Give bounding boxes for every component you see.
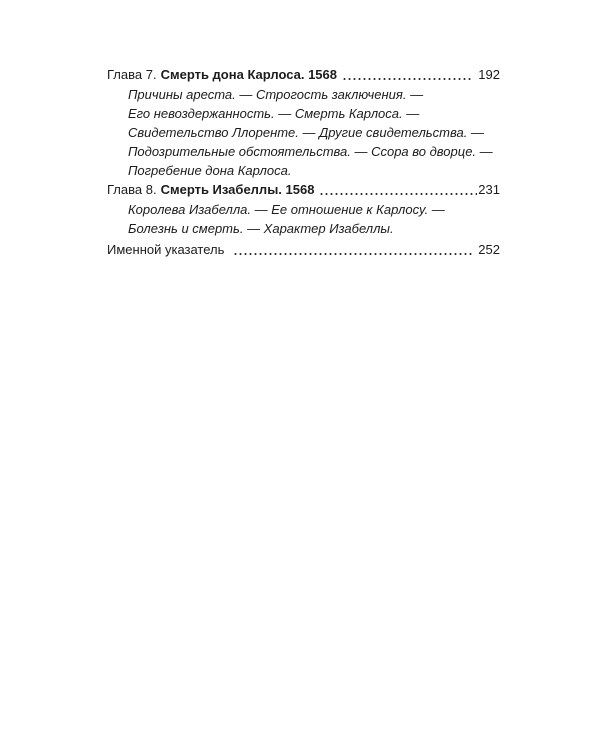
subtopic-line: Королева Изабелла. — Ее отношение к Карлосу. — — [128, 202, 445, 217]
chapter-subtopics — [107, 200, 500, 238]
subtopic-line: Его невоздержанность. — Смерть Карлоса. — — [128, 106, 420, 121]
page-number: 231 — [478, 182, 500, 197]
subtopic-line: Причины ареста. — Строгость заключения. — — [128, 87, 424, 102]
toc-entry-row — [107, 240, 500, 260]
table-of-contents — [107, 65, 500, 260]
page-number: 192 — [478, 67, 500, 82]
toc-entry-name-index — [107, 240, 500, 260]
chapter-subtopics — [107, 85, 500, 180]
chapter-title: Смерть дона Карлоса. 1568 — [160, 67, 337, 82]
chapter-label: Глава 7. — [107, 67, 157, 82]
toc-entry-row — [107, 180, 500, 200]
dot-leader — [233, 240, 472, 260]
index-label: Именной указатель — [107, 242, 225, 257]
subtopic-line: Болезнь и смерть. — Характер Изабеллы. — [128, 221, 394, 236]
toc-entry-chapter-8 — [107, 180, 500, 238]
subtopic-line: Погребение дона Карлоса. — [128, 163, 292, 178]
subtopic-line: Подозрительные обстоятельства. — Ссора во дворце. — — [128, 144, 493, 159]
subtopic-line: Свидетельство Ллоренте. — Другие свидетельства. — — [128, 125, 484, 140]
dot-leader — [319, 180, 477, 200]
chapter-title: Смерть Изабеллы. 1568 — [160, 182, 315, 197]
chapter-label: Глава 8. — [107, 182, 157, 197]
dot-leader — [342, 65, 472, 85]
page-number: 252 — [478, 242, 500, 257]
toc-entry-row — [107, 65, 500, 85]
toc-entry-chapter-7 — [107, 65, 500, 180]
